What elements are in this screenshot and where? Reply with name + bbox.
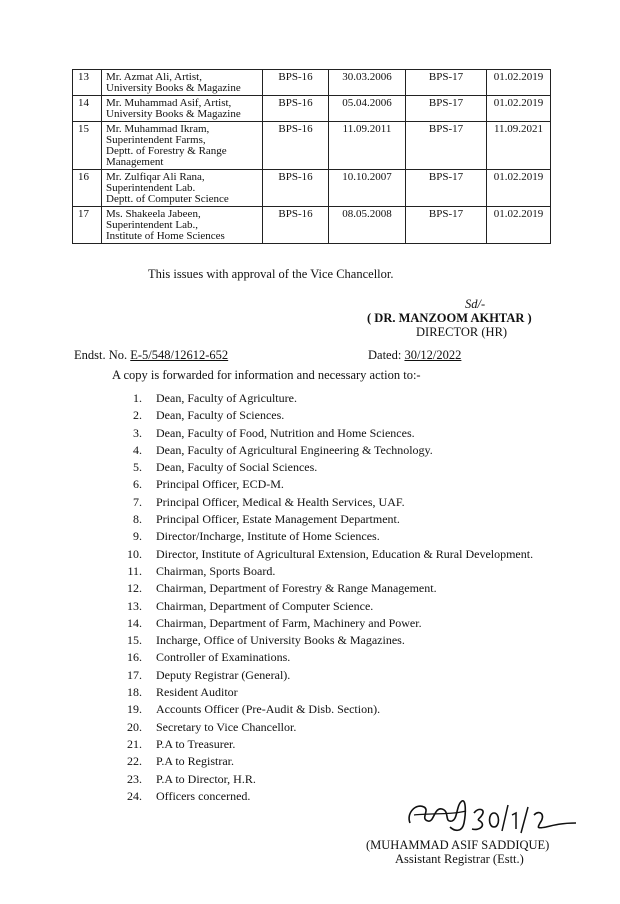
list-item-text: P.A to Director, H.R. xyxy=(156,771,256,786)
signatory-name: ( DR. MANZOOM AKHTAR ) xyxy=(367,311,532,325)
list-item-text: Officers concerned. xyxy=(156,788,251,803)
list-item-number: 2. xyxy=(133,408,142,423)
list-item xyxy=(112,616,533,633)
table-row xyxy=(73,96,551,122)
list-item xyxy=(112,477,533,494)
list-item-text: Resident Auditor xyxy=(156,685,238,700)
name-cell xyxy=(102,170,263,207)
list-item-text: Chairman, Department of Farm, Machinery and Power. xyxy=(156,615,422,630)
post-scale-cell: BPS-16 xyxy=(263,122,329,170)
name-line: Mr. Azmat Ali, Artist, xyxy=(106,71,202,83)
list-item-text: P.A to Registrar. xyxy=(156,754,235,769)
dated-label: Dated: xyxy=(368,348,402,362)
list-item xyxy=(112,754,533,771)
list-item xyxy=(112,668,533,685)
endst-number: E-5/548/12612-652 xyxy=(130,348,229,362)
list-item xyxy=(112,581,533,598)
name-line: Ms. Shakeela Jabeen, xyxy=(106,208,201,220)
name-line: Superintendent Farms, xyxy=(106,134,206,146)
list-item-number: 15. xyxy=(127,633,142,648)
table-row xyxy=(73,70,551,96)
serial-cell: 15 xyxy=(73,122,102,170)
list-item-number: 11. xyxy=(127,563,142,578)
upgrade-scale-cell: BPS-17 xyxy=(406,70,487,96)
date-cell: 11.09.2011 xyxy=(329,122,406,170)
list-item xyxy=(112,599,533,616)
upgrade-scale-cell: BPS-17 xyxy=(406,170,487,207)
list-item-number: 23. xyxy=(127,771,142,786)
name-line: Mr. Muhammad Asif, Artist, xyxy=(106,97,232,109)
upgrade-scale-cell: BPS-17 xyxy=(406,96,487,122)
table-row xyxy=(73,170,551,207)
list-item xyxy=(112,685,533,702)
effective-date-cell: 01.02.2019 xyxy=(487,170,551,207)
name-line: Deptt. of Forestry & Range xyxy=(106,145,227,157)
date-cell: 10.10.2007 xyxy=(329,170,406,207)
list-item xyxy=(112,737,533,754)
sd-mark: Sd/- xyxy=(465,297,486,311)
list-item-number: 21. xyxy=(127,736,142,751)
upgrade-scale-cell: BPS-17 xyxy=(406,122,487,170)
list-item-text: Chairman, Department of Computer Science. xyxy=(156,598,374,613)
list-item-number: 14. xyxy=(127,615,142,630)
list-item xyxy=(112,720,533,737)
recipient-list xyxy=(112,391,533,806)
list-item xyxy=(112,702,533,719)
list-item-text: Dean, Faculty of Social Sciences. xyxy=(156,460,318,475)
footer-title: Assistant Registrar (Estt.) xyxy=(395,852,524,866)
signatory-title: DIRECTOR (HR) xyxy=(416,325,508,339)
list-item-number: 4. xyxy=(133,442,142,457)
list-item xyxy=(112,391,533,408)
copy-intro: A copy is forwarded for information and necessary action to:- xyxy=(112,368,421,382)
effective-date-cell: 01.02.2019 xyxy=(487,96,551,122)
list-item-number: 9. xyxy=(133,529,142,544)
list-item-number: 19. xyxy=(127,702,142,717)
list-item-text: P.A to Treasurer. xyxy=(156,736,236,751)
list-item-number: 5. xyxy=(133,460,142,475)
approval-note: This issues with approval of the Vice Chancellor. xyxy=(148,267,394,281)
name-cell xyxy=(102,122,263,170)
list-item-number: 6. xyxy=(133,477,142,492)
list-item-text: Director/Incharge, Institute of Home Sciences. xyxy=(156,529,380,544)
effective-date-cell: 01.02.2019 xyxy=(487,207,551,244)
handwritten-signature xyxy=(400,793,580,839)
post-scale-cell: BPS-16 xyxy=(263,70,329,96)
list-item xyxy=(112,547,533,564)
name-cell xyxy=(102,207,263,244)
serial-cell: 14 xyxy=(73,96,102,122)
list-item-text: Director, Institute of Agricultural Extension, Education & Rural Development. xyxy=(156,546,534,561)
list-item xyxy=(112,529,533,546)
list-item-number: 16. xyxy=(127,650,142,665)
effective-date-cell: 11.09.2021 xyxy=(487,122,551,170)
list-item-number: 13. xyxy=(127,598,142,613)
name-line: Institute of Home Sciences xyxy=(106,230,225,242)
employee-upgrade-table xyxy=(72,69,551,244)
list-item-text: Dean, Faculty of Agricultural Engineering & Technology. xyxy=(156,442,433,457)
list-item-number: 10. xyxy=(127,546,142,561)
list-item-text: Dean, Faculty of Agriculture. xyxy=(156,391,297,405)
name-cell xyxy=(102,96,263,122)
list-item-text: Chairman, Department of Forestry & Range Management. xyxy=(156,581,437,596)
upgrade-scale-cell: BPS-17 xyxy=(406,207,487,244)
list-item-number: 1. xyxy=(133,391,142,405)
list-item-text: Incharge, Office of University Books & Magazines. xyxy=(156,633,405,648)
name-line: University Books & Magazine xyxy=(106,82,241,94)
dated-value: 30/12/2022 xyxy=(404,348,462,362)
list-item-text: Accounts Officer (Pre-Audit & Disb. Section). xyxy=(156,702,381,717)
serial-cell: 16 xyxy=(73,170,102,207)
list-item-text: Principal Officer, Medical & Health Services, UAF. xyxy=(156,494,405,509)
post-scale-cell: BPS-16 xyxy=(263,207,329,244)
endst-label: Endst. No. xyxy=(74,348,128,362)
list-item-text: Secretary to Vice Chancellor. xyxy=(156,719,297,734)
date-cell: 30.03.2006 xyxy=(329,70,406,96)
list-item-text: Dean, Faculty of Sciences. xyxy=(156,408,285,423)
serial-cell: 13 xyxy=(73,70,102,96)
list-item-number: 8. xyxy=(133,512,142,527)
table-row xyxy=(73,207,551,244)
list-item-number: 20. xyxy=(127,719,142,734)
list-item-text: Controller of Examinations. xyxy=(156,650,291,665)
list-item xyxy=(112,495,533,512)
footer-name: (MUHAMMAD ASIF SADDIQUE) xyxy=(366,838,550,852)
post-scale-cell: BPS-16 xyxy=(263,96,329,122)
date-cell: 05.04.2006 xyxy=(329,96,406,122)
name-line: University Books & Magazine xyxy=(106,108,241,120)
list-item-text: Principal Officer, ECD-M. xyxy=(156,477,284,492)
name-line: Deptt. of Computer Science xyxy=(106,193,229,205)
list-item-text: Dean, Faculty of Food, Nutrition and Home Sciences. xyxy=(156,425,415,440)
list-item xyxy=(112,512,533,529)
list-item-text: Chairman, Sports Board. xyxy=(156,563,276,578)
table-row xyxy=(73,122,551,170)
name-line: Management xyxy=(106,156,164,168)
dated-line xyxy=(368,348,461,363)
name-line: Mr. Muhammad Ikram, xyxy=(106,123,210,135)
name-cell xyxy=(102,70,263,96)
list-item-number: 17. xyxy=(127,667,142,682)
list-item xyxy=(112,564,533,581)
list-item-number: 22. xyxy=(127,754,142,769)
list-item xyxy=(112,772,533,789)
serial-cell: 17 xyxy=(73,207,102,244)
list-item xyxy=(112,426,533,443)
list-item xyxy=(112,650,533,667)
list-item-number: 7. xyxy=(133,494,142,509)
date-cell: 08.05.2008 xyxy=(329,207,406,244)
list-item-number: 24. xyxy=(127,788,142,803)
endorsement-line xyxy=(74,348,228,363)
list-item xyxy=(112,633,533,650)
post-scale-cell: BPS-16 xyxy=(263,170,329,207)
list-item xyxy=(112,460,533,477)
list-item-text: Deputy Registrar (General). xyxy=(156,667,291,682)
list-item-number: 3. xyxy=(133,425,142,440)
list-item-number: 12. xyxy=(127,581,142,596)
effective-date-cell: 01.02.2019 xyxy=(487,70,551,96)
name-line: Superintendent Lab., xyxy=(106,219,198,231)
list-item-text: Principal Officer, Estate Management Department. xyxy=(156,512,400,527)
list-item xyxy=(112,408,533,425)
name-line: Superintendent Lab. xyxy=(106,182,196,194)
list-item xyxy=(112,443,533,460)
list-item-number: 18. xyxy=(127,685,142,700)
name-line: Mr. Zulfiqar Ali Rana, xyxy=(106,171,205,183)
